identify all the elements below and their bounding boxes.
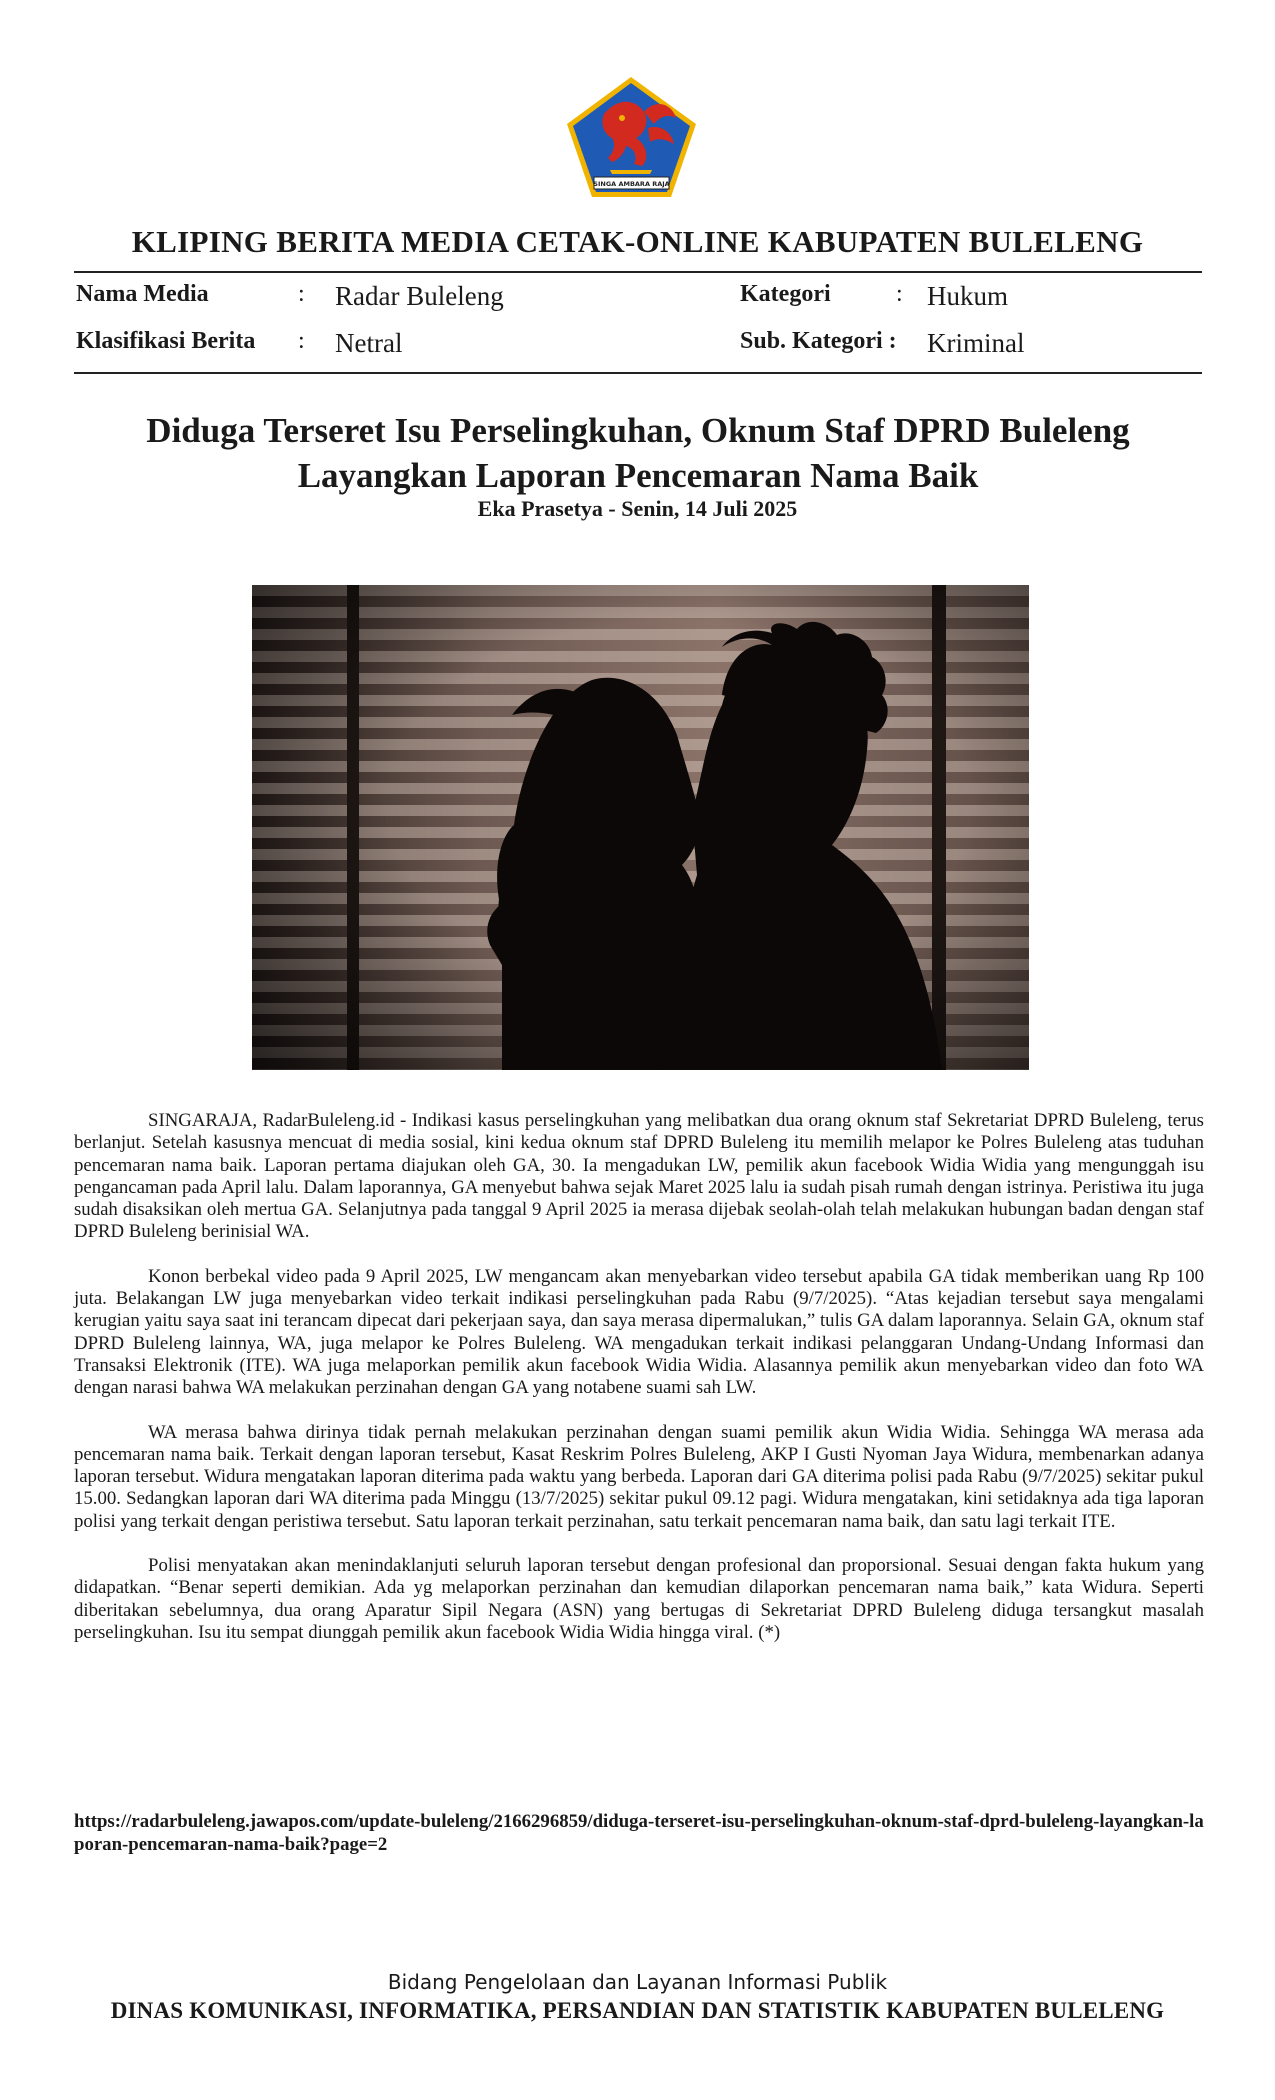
klasifikasi-label: Klasifikasi Berita	[76, 328, 256, 354]
meta-row-media	[74, 281, 1202, 321]
article-paragraph-2: Konon berbekal video pada 9 April 2025, LW mengancam akan menyebarkan video tersebut apabila GA tidak memberikan uang Rp 100 juta. Belakangan LW juga menyebarkan video terkait indikasi perselingkuhan pada Rabu (9/7/2025). “Atas kejadian tersebut saya mengalami kerugian yaitu saya saat ini terancam dipecat dari pekerjaan saya, dan saya merasa dipermalukan,” tulis GA dalam laporannya. Selain GA, oknum staf DPRD Buleleng lainnya, WA, juga melapor ke Polres Buleleng. WA mengadukan terkait indikasi pelanggaran Undang-Undang Informasi dan Transaksi Elektronik (ITE). WA juga melaporkan pemilik akun facebook Widia Widia. Alasannya pemilik akun menyebarkan video dan foto WA dengan narasi bahwa WA melakukan perzinahan dengan GA yang notabene suami sah LW.	[74, 1265, 1204, 1399]
article-title-line-2: Layangkan Laporan Pencemaran Nama Baik	[297, 456, 979, 495]
article-body	[74, 1110, 1204, 1666]
kategori-label: Kategori	[740, 281, 831, 307]
header-bottom-rule	[74, 372, 1202, 374]
header-top-rule	[74, 271, 1202, 273]
subkategori-label: Sub. Kategori :	[740, 328, 897, 354]
kategori-value: Hukum	[927, 281, 1008, 311]
media-colon: :	[298, 281, 305, 307]
page-title: KLIPING BERITA MEDIA CETAK-ONLINE KABUPATEN BULELENG	[131, 224, 1144, 259]
article-paragraph-4: Polisi menyatakan akan menindaklanjuti seluruh laporan tersebut dengan profesional dan proporsional. Sesuai dengan fakta hukum yang didapatkan. “Benar seperti demikian. Ada yg melaporkan perzinahan dan kemudian dilaporkan pencemaran nama baik,” kata Widura. Seperti diberitakan sebelumnya, dua orang Aparatur Sipil Negara (ASN) yang bertugas di Sekretariat DPRD Buleleng diduga tersangkut masalah perselingkuhan. Isu itu sempat diunggah pemilik akun facebook Widia Widia hingga viral. (*)	[74, 1555, 1204, 1643]
article-title-line-1: Diduga Terseret Isu Perselingkuhan, Oknum Staf DPRD Buleleng	[146, 411, 1130, 450]
klasifikasi-colon: :	[298, 328, 305, 354]
source-link[interactable]: https://radarbuleleng.jawapos.com/update-buleleng/2166296859/diduga-terseret-isu-perselingkuhan-oknum-staf-dprd-buleleng-layangkan-laporan-pencemaran-nama-baik?page=2	[74, 1811, 1204, 1855]
klasifikasi-value: Netral	[335, 328, 403, 358]
kabupaten-buleleng-logo-icon	[564, 74, 699, 200]
article-paragraph-3: WA merasa bahwa dirinya tidak pernah melakukan perzinahan dengan suami pemilik akun Widia Widia. Sehingga WA merasa ada pencemaran nama baik. Terkait dengan laporan tersebut, Kasat Reskrim Polres Buleleng, AKP I Gusti Nyoman Jaya Widura, membenarkan adanya laporan tersebut. Widura mengatakan laporan diterima pada waktu yang berbeda. Laporan dari GA diterima polisi pada Rabu (9/7/2025) sekitar pukul 15.00. Sedangkan laporan dari WA diterima pada Minggu (13/7/2025) sekitar pukul 09.12 pagi. Widura mengatakan, kini setidaknya ada tiga laporan polisi yang terkait dengan peristiwa tersebut. Satu laporan terkait perzinahan, satu terkait pencemaran nama baik, dan satu lagi terkait ITE.	[74, 1421, 1204, 1532]
article-byline: Eka Prasetya - Senin, 14 Juli 2025	[477, 496, 798, 521]
subkategori-value: Kriminal	[927, 328, 1025, 358]
kategori-colon: :	[896, 281, 903, 307]
media-value: Radar Buleleng	[335, 281, 504, 311]
footer-department: Bidang Pengelolaan dan Layanan Informasi Publik	[387, 1970, 888, 1994]
article-paragraph-1: SINGARAJA, RadarBuleleng.id - Indikasi kasus perselingkuhan yang melibatkan dua orang oknum staf Sekretariat DPRD Buleleng, terus berlanjut. Setelah kasusnya mencuat di media sosial, kini kedua oknum staf DPRD Buleleng itu memilih melapor ke Polres Buleleng atas tuduhan pencemaran nama baik. Laporan pertama diajukan oleh GA, 30. Ia mengadukan LW, pemilik akun facebook Widia Widia yang mengunggah isu pengancaman pada April lalu. Dalam laporannya, GA menyebut bahwa sejak Maret 2025 lalu ia sudah pisah rumah dengan istrinya. Peristiwa itu juga sudah disaksikan oleh mertua GA. Selanjutnya pada tanggal 9 April 2025 ia merasa dijebak seolah-olah telah melakukan hubungan badan dengan staf DPRD Buleleng berinisial WA.	[74, 1110, 1204, 1243]
media-label: Nama Media	[76, 281, 209, 307]
meta-row-klasifikasi	[74, 328, 1202, 368]
article-photo	[252, 585, 1029, 1070]
article-title	[74, 408, 1202, 498]
svg-text:SINGA AMBARA RAJA: SINGA AMBARA RAJA	[593, 180, 670, 188]
footer-agency: DINAS KOMUNIKASI, INFORMATIKA, PERSANDIAN DAN STATISTIK KABUPATEN BULELENG	[110, 1998, 1165, 2023]
